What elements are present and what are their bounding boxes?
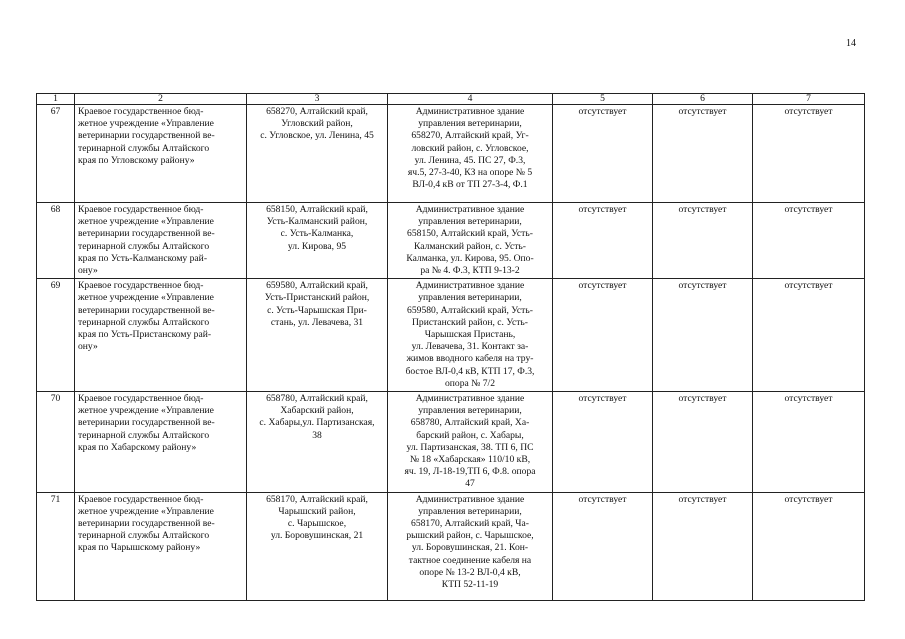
address-line: 658270, Алтайский край, bbox=[266, 106, 368, 117]
organization-line: ветеринарии государственной ве- bbox=[78, 518, 215, 530]
organization-line: Краевое государственное бюд- bbox=[78, 204, 204, 215]
object-line: управления ветеринарии, bbox=[418, 505, 522, 517]
object-line: 658170, Алтайский край, Ча- bbox=[411, 518, 529, 530]
column-7-value: отсутствует bbox=[753, 105, 865, 203]
column-5-value: отсутствует bbox=[553, 203, 653, 279]
object-line: 658150, Алтайский край, Усть- bbox=[407, 228, 533, 240]
organization-line: жетное учреждение «Управление bbox=[78, 118, 214, 130]
table-row bbox=[37, 492, 865, 600]
column-5-value: отсутствует bbox=[553, 492, 653, 600]
object-line: управления ветеринарии, bbox=[418, 292, 522, 304]
object-line: 659580, Алтайский край, Усть- bbox=[407, 304, 533, 316]
address-line: стань, ул. Левачева, 31 bbox=[270, 316, 364, 328]
column-number-row bbox=[37, 94, 865, 105]
object-line: Чарышская Пристань, bbox=[424, 329, 516, 341]
object-cell bbox=[388, 203, 553, 279]
column-7-value: отсутствует bbox=[753, 279, 865, 392]
object-line: бостое ВЛ-0,4 кВ, КТП 17, Ф.3, bbox=[405, 365, 535, 377]
row-number: 68 bbox=[37, 203, 75, 279]
address-line: 38 bbox=[312, 429, 322, 441]
page-number: 14 bbox=[846, 38, 856, 49]
object-line: опора № 7/2 bbox=[445, 377, 495, 389]
column-6-value: отсутствует bbox=[653, 492, 753, 600]
organization-line: теринарной службы Алтайского bbox=[78, 142, 210, 154]
organization-line: теринарной службы Алтайского bbox=[78, 429, 210, 441]
organization-line: ветеринарии государственной ве- bbox=[78, 130, 215, 142]
address-cell bbox=[247, 105, 388, 203]
column-7-value: отсутствует bbox=[753, 392, 865, 493]
organization-line: теринарной службы Алтайского bbox=[78, 530, 210, 542]
column-number: 5 bbox=[553, 94, 653, 105]
organization-line: края по Угловскому району» bbox=[78, 154, 195, 166]
organization-line: теринарной службы Алтайского bbox=[78, 240, 210, 252]
column-6-value: отсутствует bbox=[653, 105, 753, 203]
object-line: ВЛ-0,4 кВ от ТП 27-3-4, Ф.1 bbox=[412, 179, 528, 191]
column-5-value: отсутствует bbox=[553, 279, 653, 392]
column-7-value: отсутствует bbox=[753, 492, 865, 600]
object-line: управления ветеринарии, bbox=[418, 405, 522, 417]
address-line: Чарышский район, bbox=[278, 505, 356, 517]
row-number: 70 bbox=[37, 392, 75, 493]
object-line: опоре № 13-2 ВЛ-0,4 кВ, bbox=[419, 566, 521, 578]
column-6-value: отсутствует bbox=[653, 203, 753, 279]
object-line: рышский район, с. Чарышское, bbox=[406, 530, 534, 542]
address-line: с. Угловское, ул. Ленина, 45 bbox=[260, 130, 374, 142]
address-line: с. Хабары,ул. Партизанская, bbox=[259, 417, 375, 429]
object-line: ул. Боровушинская, 21. Кон- bbox=[411, 542, 529, 554]
object-line: управления ветеринарии, bbox=[418, 216, 522, 228]
organization-line: жетное учреждение «Управление bbox=[78, 405, 214, 417]
object-line: ловский район, с. Угловское, bbox=[411, 142, 529, 154]
object-line: жимов вводного кабеля на тру- bbox=[406, 353, 534, 365]
column-6-value: отсутствует bbox=[653, 279, 753, 392]
address-line: ул. Боровушинская, 21 bbox=[270, 530, 364, 542]
column-7-value: отсутствует bbox=[753, 203, 865, 279]
address-line: 658780, Алтайский край, bbox=[266, 393, 368, 405]
organization-line: ветеринарии государственной ве- bbox=[78, 417, 215, 429]
object-line: КТП 52-11-19 bbox=[441, 579, 499, 591]
object-line: яч. 19, Л-18-19,ТП 6, Ф.8. опора bbox=[404, 466, 536, 478]
organization-line: Краевое государственное бюд- bbox=[78, 106, 204, 117]
organization-cell bbox=[75, 203, 247, 279]
organization-cell bbox=[75, 392, 247, 493]
object-line: 658270, Алтайский край, Уг- bbox=[411, 130, 529, 142]
organization-cell bbox=[75, 492, 247, 600]
object-line: Административное здание bbox=[415, 106, 525, 117]
table-row bbox=[37, 279, 865, 392]
address-line: ул. Кирова, 95 bbox=[287, 240, 347, 252]
address-cell bbox=[247, 392, 388, 493]
address-line: Хабарский район, bbox=[280, 405, 354, 417]
organization-line: края по Хабарскому району» bbox=[78, 441, 197, 453]
organization-line: ветеринарии государственной ве- bbox=[78, 304, 215, 316]
organization-line: края по Усть-Калманскому рай- bbox=[78, 252, 208, 264]
column-number: 3 bbox=[247, 94, 388, 105]
address-cell bbox=[247, 492, 388, 600]
address-line: 658170, Алтайский край, bbox=[266, 493, 368, 505]
organization-line: жетное учреждение «Управление bbox=[78, 292, 214, 304]
address-line: с. Усть-Калманка, bbox=[280, 228, 354, 240]
object-line: Пристанский район, с. Усть- bbox=[411, 316, 529, 328]
organization-line: ону» bbox=[78, 265, 98, 277]
registry-table bbox=[36, 93, 865, 601]
row-number: 71 bbox=[37, 492, 75, 600]
object-line: Калманка, ул. Кирова, 95. Опо- bbox=[406, 252, 534, 264]
row-number: 67 bbox=[37, 105, 75, 203]
organization-line: жетное учреждение «Управление bbox=[78, 505, 214, 517]
object-cell bbox=[388, 279, 553, 392]
object-line: 47 bbox=[465, 478, 475, 490]
table-row bbox=[37, 203, 865, 279]
column-5-value: отсутствует bbox=[553, 392, 653, 493]
organization-line: ветеринарии государственной ве- bbox=[78, 228, 215, 240]
address-cell bbox=[247, 203, 388, 279]
object-line: ул. Левачева, 31. Контакт за- bbox=[411, 341, 529, 353]
object-line: Административное здание bbox=[415, 204, 525, 215]
object-line: управления ветеринарии, bbox=[418, 118, 522, 130]
organization-line: Краевое государственное бюд- bbox=[78, 393, 204, 405]
row-number: 69 bbox=[37, 279, 75, 392]
organization-line: ону» bbox=[78, 341, 98, 353]
object-line: Административное здание bbox=[415, 280, 525, 292]
object-line: ра № 4. Ф.3, КТП 9-13-2 bbox=[420, 265, 520, 277]
organization-line: края по Усть-Пристанскому рай- bbox=[78, 329, 212, 341]
organization-line: Краевое государственное бюд- bbox=[78, 493, 204, 505]
object-line: барский район, с. Хабары, bbox=[416, 429, 524, 441]
address-line: Усть-Калманский район, bbox=[266, 216, 368, 228]
column-6-value: отсутствует bbox=[653, 392, 753, 493]
organization-line: края по Чарышскому району» bbox=[78, 542, 201, 554]
object-line: Административное здание bbox=[415, 393, 525, 405]
object-line: Административное здание bbox=[415, 493, 525, 505]
column-5-value: отсутствует bbox=[553, 105, 653, 203]
column-number: 2 bbox=[75, 94, 247, 105]
object-line: ул. Партизанская, 38. ТП 6, ПС bbox=[406, 441, 534, 453]
organization-cell bbox=[75, 105, 247, 203]
column-number: 4 bbox=[388, 94, 553, 105]
object-cell bbox=[388, 105, 553, 203]
object-line: тактное соединение кабеля на bbox=[408, 554, 532, 566]
address-line: с. Усть-Чарышская При- bbox=[267, 304, 367, 316]
table-row bbox=[37, 105, 865, 203]
column-number: 7 bbox=[753, 94, 865, 105]
address-line: 658150, Алтайский край, bbox=[266, 204, 368, 215]
organization-line: теринарной службы Алтайского bbox=[78, 316, 210, 328]
organization-line: Краевое государственное бюд- bbox=[78, 280, 204, 292]
table-row bbox=[37, 392, 865, 493]
column-number: 1 bbox=[37, 94, 75, 105]
object-line: № 18 «Хабарская» 110/10 кВ, bbox=[409, 454, 531, 466]
object-line: 658780, Алтайский край, Ха- bbox=[410, 417, 530, 429]
address-line: Усть-Пристанский район, bbox=[264, 292, 370, 304]
object-cell bbox=[388, 392, 553, 493]
address-line: 659580, Алтайский край, bbox=[266, 280, 368, 292]
address-cell bbox=[247, 279, 388, 392]
address-line: с. Чарышское, bbox=[287, 518, 347, 530]
object-cell bbox=[388, 492, 553, 600]
organization-cell bbox=[75, 279, 247, 392]
organization-line: жетное учреждение «Управление bbox=[78, 216, 214, 228]
object-line: яч.5, 27-3-40, КЗ на опоре № 5 bbox=[407, 167, 533, 179]
object-line: ул. Ленина, 45. ПС 27, Ф.3, bbox=[414, 154, 526, 166]
object-line: Калманский район, с. Усть- bbox=[413, 240, 527, 252]
column-number: 6 bbox=[653, 94, 753, 105]
address-line: Угловский район, bbox=[281, 118, 353, 130]
